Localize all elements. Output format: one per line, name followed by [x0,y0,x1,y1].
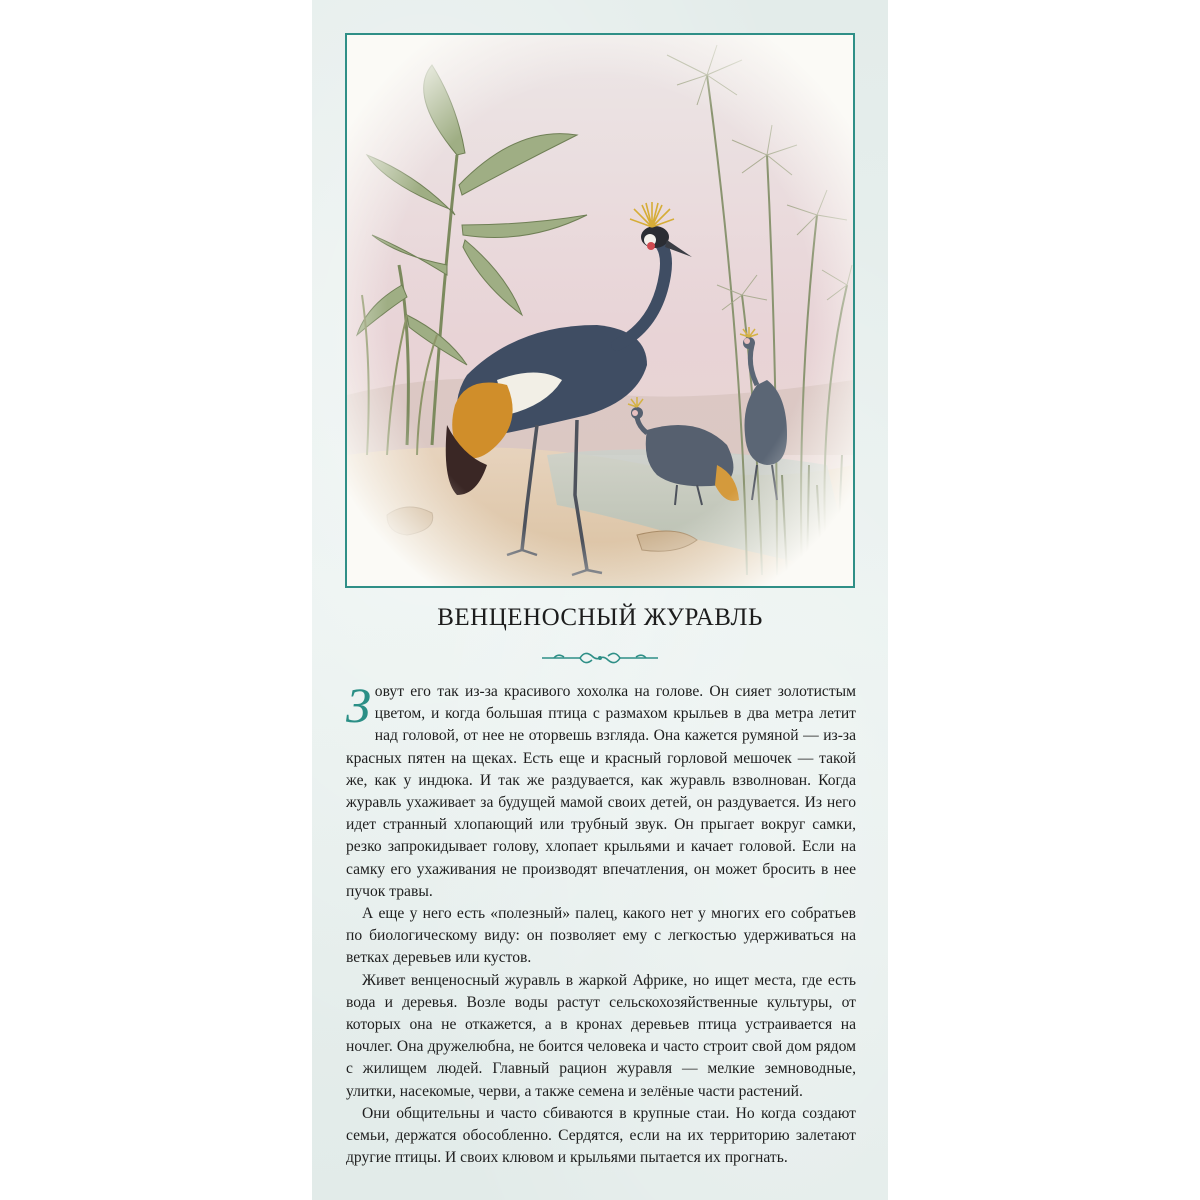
paragraph-3: Живет венценосный журавль в жаркой Африке, но ищет места, где есть вода и деревья. Возле воды растут сельскохозяйственные культуры, от которых она не откажется, а в кронах деревьев птица устраивается на ночлег. Она дружелюбна, не боится человека и часто строит свой дом рядом с жилищем людей. Главный рацион журавля — мелкие земноводные, улитки, насекомые, черви, а также семена и зелёные части растений. [346,971,856,1100]
article-body [346,677,856,1169]
drop-cap: З [346,677,371,733]
paragraph-2: А еще у него есть «полезный» палец, какого нет у многих его собратьев по биологическому виду: он позволяет ему с легкостью удерживаться на ветках деревьев или кустов. [346,905,856,967]
book-page [312,0,888,1200]
title-ornament [540,648,660,668]
illustration-frame [345,33,855,588]
paragraph-1 [346,677,856,903]
paragraph-1-text: овут его так из-за красивого хохолка на голове. Он сияет золотистым цветом, и когда большая птица с размахом крыльев в два метра летит над головой, от нее не оторвешь взгляда. Она кажется румяной — из-за красных пятен на щеках. Есть еще и красный горловой мешочек — такой же, как у индюка. И так же раздувается, как журавль взволнован. Когда журавль ухаживает за будущей мамой своих детей, он раздувается. Из него идет странный хлопающий или трубный звук. Он прыгает вокруг самки, резко запрокидывает голову, хлопает крыльями и качает головой. Если на самку его ухаживания не производят впечатления, он может бросить в нее пучок травы. [346,683,856,900]
article-title: ВЕНЦЕНОСНЫЙ ЖУРАВЛЬ [437,604,763,631]
crowned-crane-illustration [347,35,853,586]
paragraph-4: Они общительны и часто сбиваются в крупные стаи. Но когда создают семьи, держатся обособленно. Сердятся, если на их территорию залетают другие птицы. И своих клювом и крыльями пытается их прогнать. [346,1104,856,1167]
